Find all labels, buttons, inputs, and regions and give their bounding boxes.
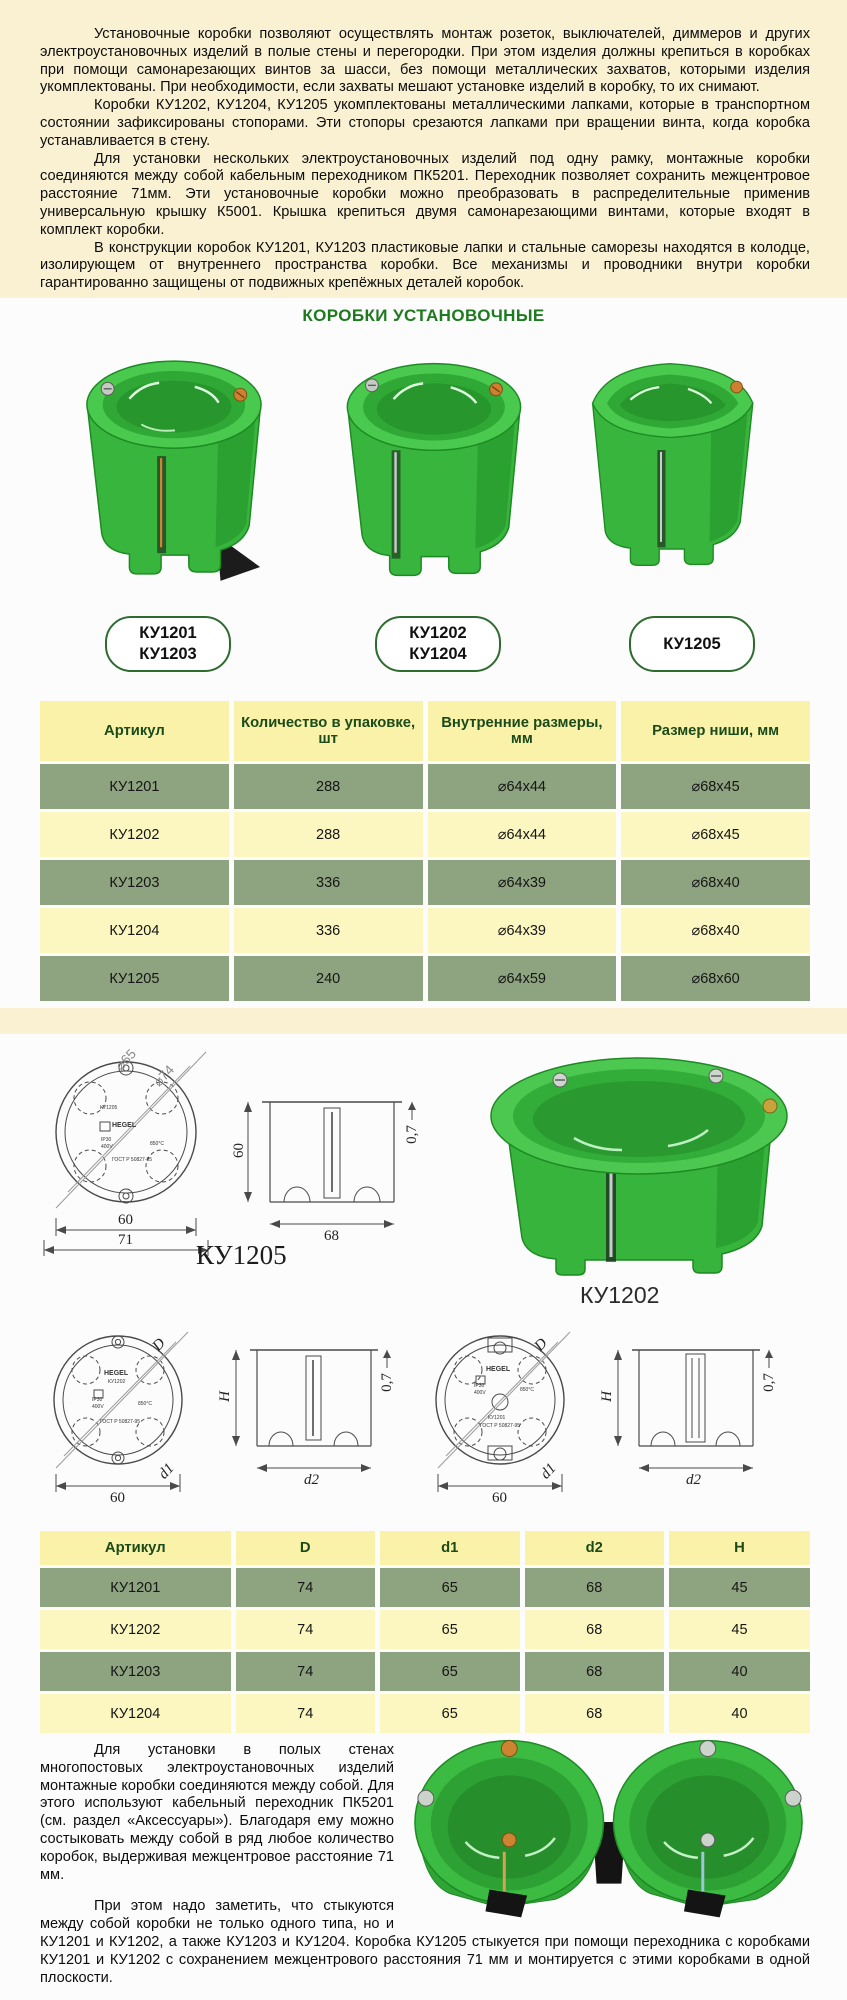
cell-d2: 68 [525, 1652, 665, 1691]
ku1201-section-view-drawing [598, 1330, 778, 1505]
cell-qty: 336 [234, 860, 423, 905]
brand-microlabel: HEGEL [104, 1370, 129, 1377]
cell-inner-size: ⌀64x44 [428, 764, 617, 809]
ku1205-section-view-drawing [231, 1080, 423, 1260]
cell-article: КУ1204 [40, 908, 229, 953]
dim-label-D: D [531, 1335, 551, 1355]
product-label-line: КУ1201 [139, 624, 197, 642]
dim-label-60: 60 [118, 1212, 133, 1228]
ku1202-photo-caption: КУ1202 [580, 1282, 660, 1308]
column-header: Количество в упаковке, шт [234, 701, 423, 761]
column-header: D [236, 1531, 376, 1565]
volt-microlabel: 400V [474, 1390, 486, 1396]
bottom-paragraph: При этом надо заметить, что стыкуются между собой коробки не только одного типа, но и КУ1201 и КУ1202, а также КУ1203 и КУ1204. Коробка КУ1205 стыкуется при помощи переходника с коробками КУ1201 и КУ1202 с сохранением межцентрового расстояния 71 мм и монтируется с этими коробками в одной плоскости. [40, 1898, 810, 1986]
table-row [40, 764, 810, 809]
volt-microlabel: 400V [101, 1144, 113, 1150]
cell-inner-size: ⌀64x59 [428, 956, 617, 1001]
dim-label-wall07: 0,7 [760, 1373, 777, 1392]
cell-inner-size: ⌀64x39 [428, 860, 617, 905]
column-header: Артикул [40, 701, 229, 761]
ip-microlabel: IP30 [101, 1137, 112, 1143]
product-label-ku1205 [629, 616, 755, 672]
ip-microlabel: IP30 [92, 1397, 103, 1403]
product-label-line: КУ1202 [409, 624, 467, 642]
column-header: Размер ниши, мм [621, 701, 810, 761]
dim-label-60: 60 [492, 1490, 507, 1506]
table-row [40, 956, 810, 1001]
dimension-letters-table [35, 1528, 815, 1736]
model-microlabel: КУ1201 [488, 1415, 506, 1421]
table-row [40, 860, 810, 905]
column-header: d1 [380, 1531, 520, 1565]
cell-H: 45 [669, 1568, 810, 1607]
cell-inner-size: ⌀64x44 [428, 812, 617, 857]
cell-D: 74 [236, 1568, 376, 1607]
column-header: Внутренние размеры, мм [428, 701, 617, 761]
table-header-row [40, 1531, 810, 1565]
gost-microlabel: ГОСТ Р 50827-95 [112, 1157, 153, 1163]
dim-label-width68: 68 [324, 1228, 339, 1244]
volt-microlabel: 400V [92, 1404, 104, 1410]
cell-article: КУ1202 [40, 1610, 231, 1649]
joined-boxes-photo [408, 1732, 810, 1920]
table-row [40, 1568, 810, 1607]
product-label-ku1201-ku1203 [105, 616, 231, 672]
product-photo-ku1202-ku1204 [332, 342, 530, 600]
cell-article: КУ1202 [40, 812, 229, 857]
dim-label-wall07: 0,7 [378, 1373, 395, 1392]
dim-label-d1: d1 [155, 1460, 178, 1483]
dim-label-60: 60 [110, 1490, 125, 1506]
drawings-panel [0, 1034, 847, 2000]
bottom-paragraph: Для установки в полых стенах многопостовых электроустановочных изделий монтажные коробки соединяются между собой. Для этого используют кабельный переходник ПК5201 (см. раздел «Аксессуары»). Благодаря ему можно состыковать между собой в ряд любое количество коробок, выдерживая межцентровое расстояние 71 мм. [40, 1742, 394, 1883]
product-photo-ku1205 [580, 338, 760, 600]
cell-inner-size: ⌀64x39 [428, 908, 617, 953]
temp-microlabel: 850°C [150, 1141, 164, 1147]
dim-label-H: H [216, 1391, 233, 1402]
table-row [40, 1652, 810, 1691]
gost-microlabel: ГОСТ Р 50827-95 [100, 1419, 141, 1425]
intro-paragraph: Для установки нескольких электроустановочных изделий под одну рамку, монтажные коробки соединяются между собой кабельным переходником ПК5201. Переходник позволяет сохранить межцентровое расстояние 71мм. Эти установочные коробки можно преобразовать в распределительные применив универсальную крышку К5001. Крышка крепиться двумя самонарезающими винтами, которые входят в комплект коробки. [40, 150, 810, 238]
column-header: d2 [525, 1531, 665, 1565]
cell-D: 74 [236, 1652, 376, 1691]
dim-label-d2: d2 [304, 1472, 319, 1488]
ip-microlabel: IP30 [474, 1383, 485, 1389]
cell-d2: 68 [525, 1610, 665, 1649]
cell-article: КУ1203 [40, 860, 229, 905]
dim-label-d1: d1 [537, 1460, 560, 1483]
ku1205-top-view-drawing [38, 1040, 218, 1270]
product-label-line: КУ1205 [663, 634, 721, 653]
brand-microlabel: HEGEL [112, 1122, 137, 1129]
cell-d2: 68 [525, 1568, 665, 1607]
cell-niche-size: ⌀68x40 [621, 860, 810, 905]
green-box-illustration [72, 338, 270, 600]
model-microlabel: КУ1205 [100, 1105, 118, 1111]
product-label-line: КУ1203 [139, 645, 197, 663]
dim-label-d2: d2 [686, 1472, 701, 1488]
cell-qty: 336 [234, 908, 423, 953]
cell-H: 40 [669, 1694, 810, 1733]
column-header: Артикул [40, 1531, 231, 1565]
temp-microlabel: 850°C [138, 1401, 152, 1407]
temp-microlabel: 850°C [520, 1387, 534, 1393]
cell-D: 74 [236, 1694, 376, 1733]
cell-D: 74 [236, 1610, 376, 1649]
cell-d2: 68 [525, 1694, 665, 1733]
gost-microlabel: ГОСТ Р 50827-95 [480, 1423, 521, 1429]
cell-qty: 288 [234, 764, 423, 809]
dim-label-wall07: 0,7 [403, 1125, 420, 1144]
dim-label-71: 71 [118, 1232, 133, 1248]
cell-d1: 65 [380, 1610, 520, 1649]
table-row [40, 812, 810, 857]
cell-article: КУ1201 [40, 764, 229, 809]
bottom-text-block [40, 1742, 810, 1987]
intro-paragraph: Коробки КУ1202, КУ1204, КУ1205 укомплектованы металлическими лапками, которые в транспортном состоянии зафиксированы стопорами. Эти стопоры срезаются лапками при вращении винта, когда коробка устанавливается в стену. [40, 97, 810, 149]
dim-label-dia65: ⌀65 [112, 1046, 140, 1074]
column-header: H [669, 1531, 810, 1565]
cell-article: КУ1201 [40, 1568, 231, 1607]
green-box-illustration [580, 338, 760, 600]
cell-niche-size: ⌀68x60 [621, 956, 810, 1001]
cell-niche-size: ⌀68x45 [621, 812, 810, 857]
product-label-line: КУ1204 [409, 645, 467, 663]
cell-niche-size: ⌀68x40 [621, 908, 810, 953]
green-box-illustration [332, 342, 530, 600]
table-row [40, 908, 810, 953]
ku1202-photo [478, 1042, 798, 1277]
product-photo-ku1201-ku1203 [72, 338, 270, 600]
cell-d1: 65 [380, 1652, 520, 1691]
brand-microlabel: HEGEL [486, 1366, 511, 1373]
cell-niche-size: ⌀68x45 [621, 764, 810, 809]
cell-article: КУ1205 [40, 956, 229, 1001]
green-box-illustration [478, 1042, 798, 1277]
model-microlabel: КУ1202 [108, 1379, 126, 1385]
cell-article: КУ1204 [40, 1694, 231, 1733]
dim-label-D: D [149, 1335, 169, 1355]
ku1205-drawing-caption: КУ1205 [196, 1240, 287, 1270]
ku1201-top-view-drawing [424, 1324, 584, 1514]
ku1202-top-view-drawing [42, 1324, 202, 1514]
intro-text-block [40, 26, 810, 293]
table-row [40, 1694, 810, 1733]
dim-label-height60: 60 [231, 1143, 247, 1158]
ku1202-section-view-drawing [216, 1330, 396, 1505]
cell-H: 45 [669, 1610, 810, 1649]
dim-label-dia74: ⌀74 [150, 1062, 178, 1090]
cell-d1: 65 [380, 1568, 520, 1607]
dim-label-H: H [598, 1391, 615, 1402]
cell-qty: 288 [234, 812, 423, 857]
cell-qty: 240 [234, 956, 423, 1001]
product-label-ku1202-ku1204 [375, 616, 501, 672]
intro-paragraph: В конструкции коробок КУ1201, КУ1203 пластиковые лапки и стальные саморезы находятся в колодце, изолирующем от внутреннего пространства коробки. Все механизмы и проводники внутри коробки гарантированно защищены от подвижных крепёжных деталей коробок. [40, 239, 810, 292]
cell-article: КУ1203 [40, 1652, 231, 1691]
products-panel [0, 298, 847, 1008]
cell-H: 40 [669, 1652, 810, 1691]
section-title: КОРОБКИ УСТАНОВОЧНЫЕ [302, 306, 545, 325]
cell-d1: 65 [380, 1694, 520, 1733]
table-row [40, 1610, 810, 1649]
packaging-dimensions-table [35, 698, 815, 1004]
intro-paragraph: Установочные коробки позволяют осуществлять монтаж розеток, выключателей, диммеров и других электроустановочных изделий в полые стены и перегородки. При этом изделия должны крепиться в коробках при помощи самонарезающих винтов за шасси, без помощи металлических захватов, которыми изделия укомплектованы. При необходимости, если захваты мешают установке изделий в коробку, то их снимают. [40, 26, 810, 96]
table-header-row [40, 701, 810, 761]
two-joined-boxes-illustration [408, 1732, 810, 1920]
